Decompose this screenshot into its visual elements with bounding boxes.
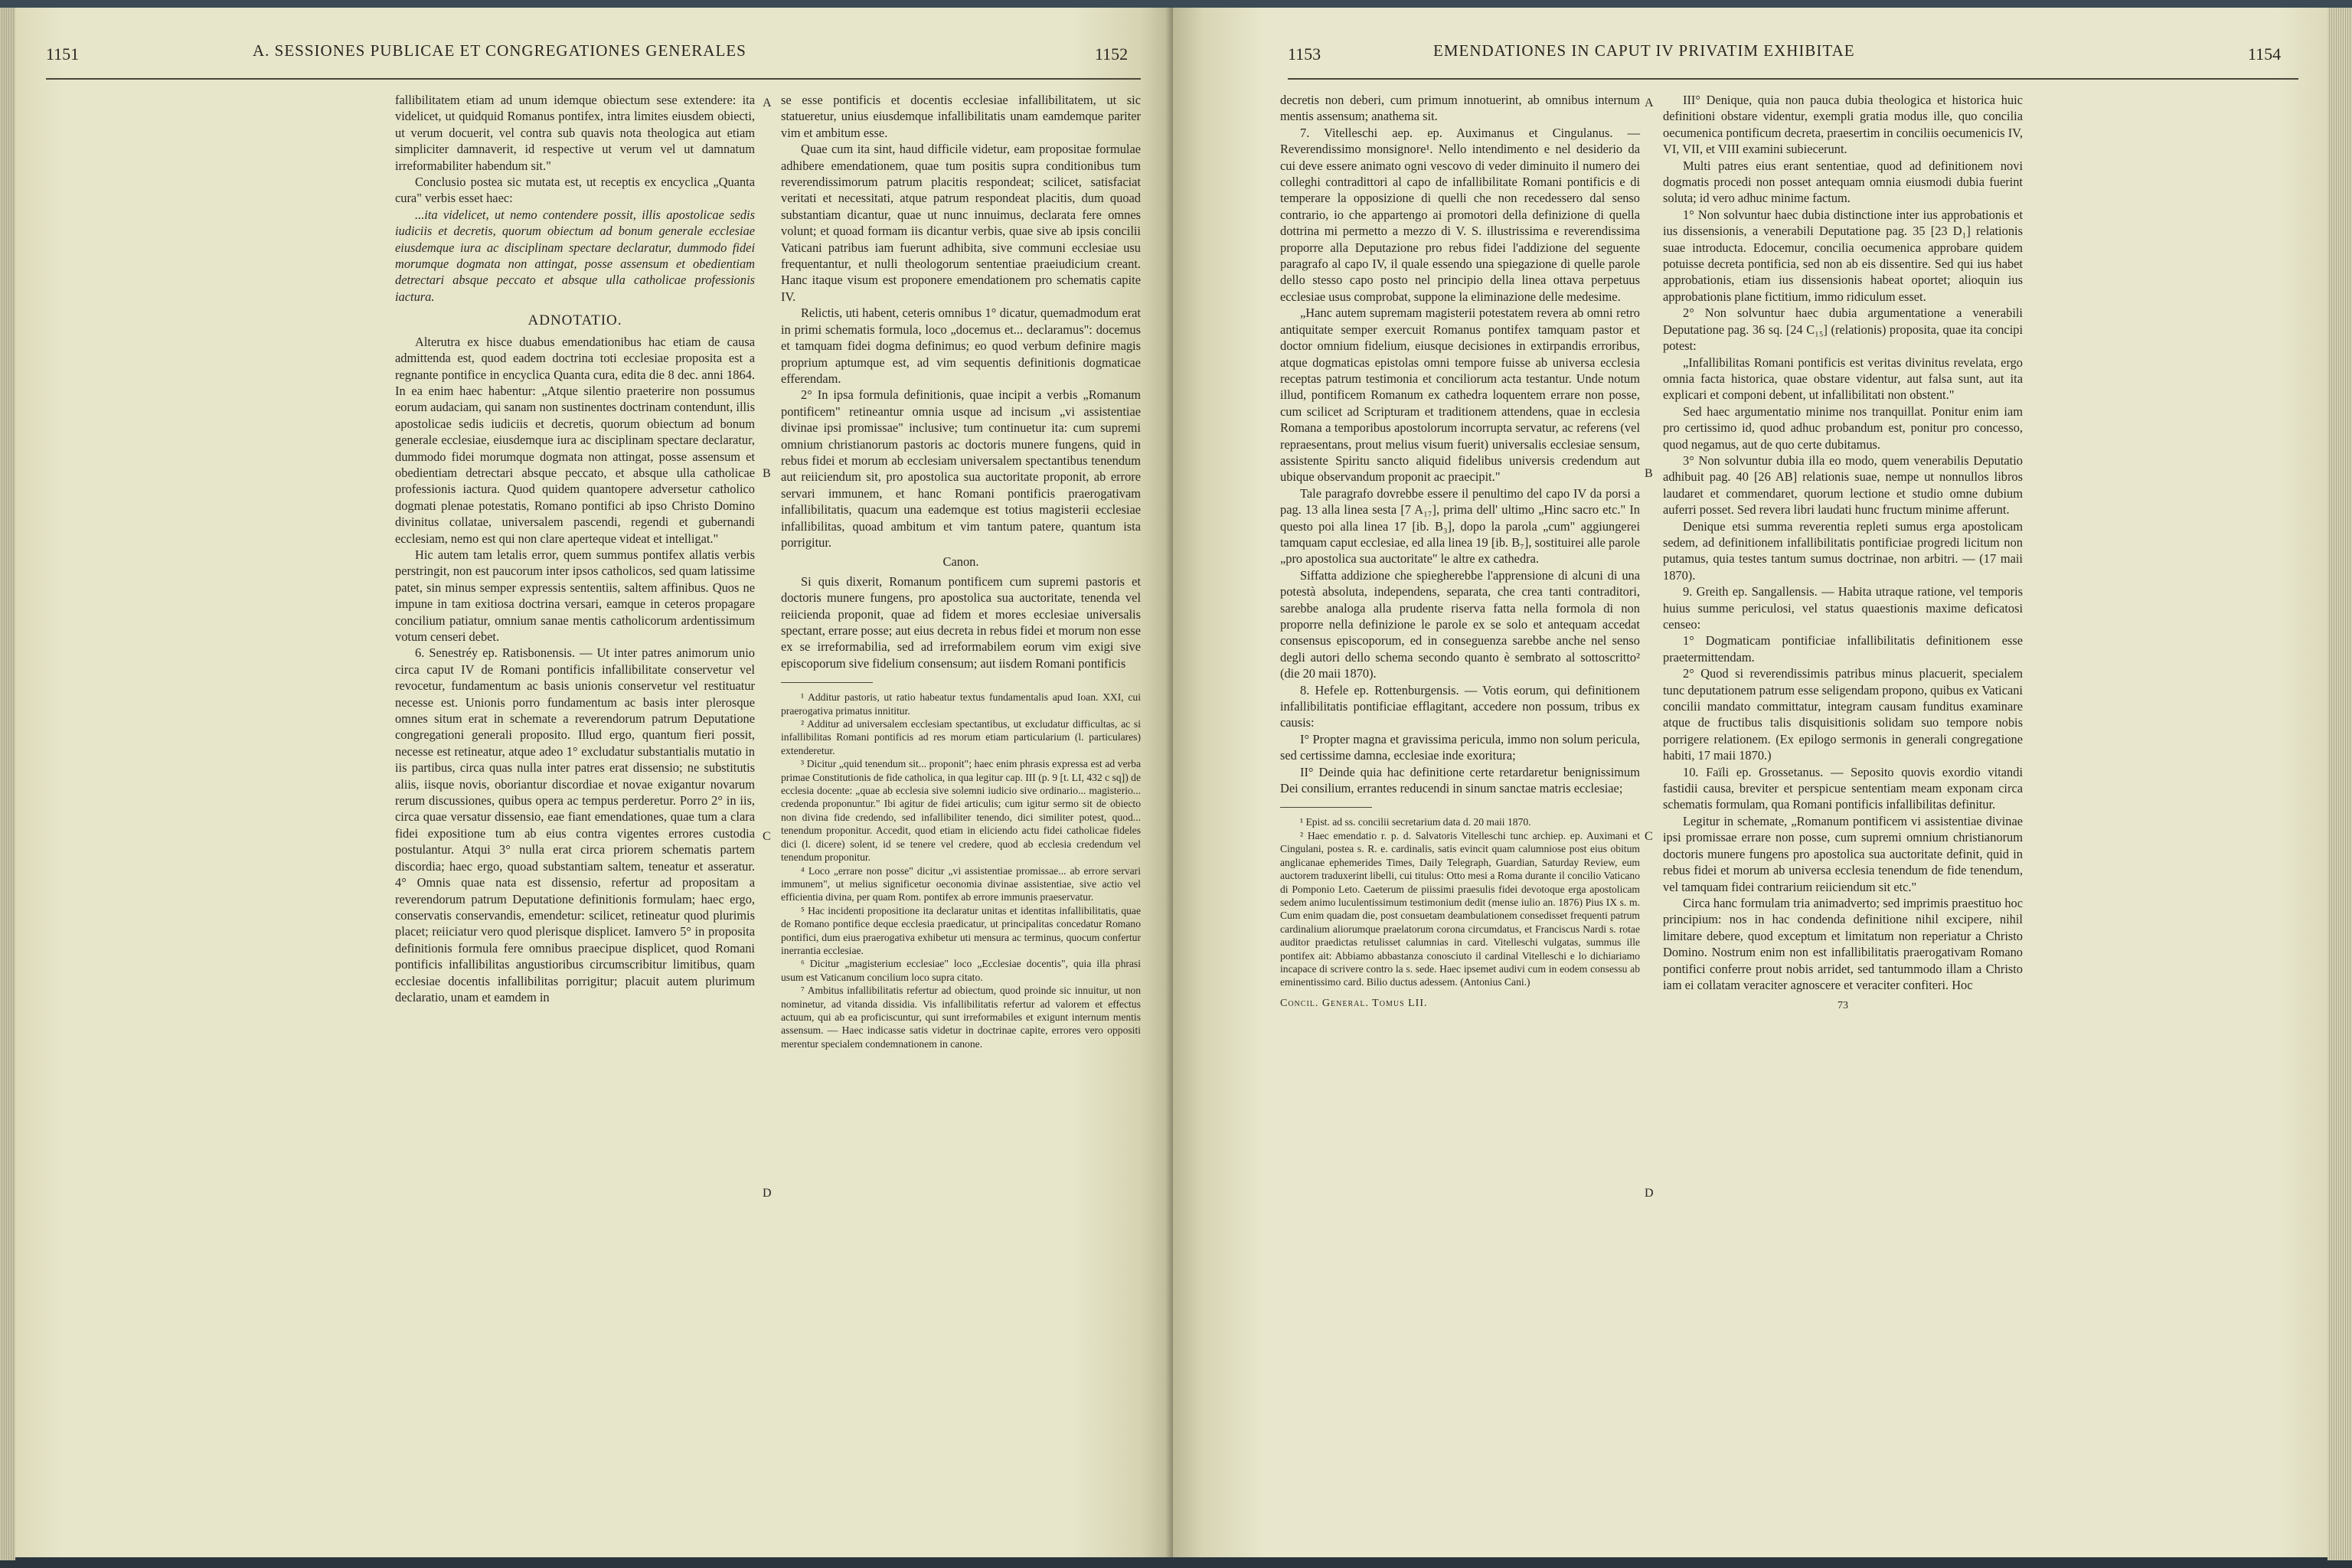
paragraph: se esse pontificis et docentis ecclesiae infallibilitatem, ut sic statueretur, unius eiusdemque infallibilitatis unam eamdemque pariter vim et ambitum esse. [781, 93, 1141, 140]
footnote: ¹ Additur pastoris, ut ratio habeatur textus fundamentalis apud Ioan. XXI, cui praerogativa primatus innititur. [781, 691, 1141, 717]
margin-mark-b: B [1645, 467, 1653, 480]
book-cover-bottom [0, 1557, 2352, 1568]
footnote: ⁶ Dicitur „magisterium ecclesiae" loco „Ecclesiae docentis", quia illa phrasi usum est Vaticanum concilium loco supra citato. [781, 958, 1141, 983]
page-number-1153: 1153 [1288, 44, 1321, 64]
margin-mark-d: D [763, 1187, 772, 1200]
footnote: ³ Dicitur „quid tenendum sit... proponit"; haec enim phrasis expressa est ad verba primae Constitutionis de fide catholica, in qua legitur cap. III (p. 9 [t. LI, 432 c sq]) de ecclesia docente: „quae ab ecclesia sive solemni iudicio sive ordinario... magisterio... credenda proponuntur." Ibi agitur de fidei articulis; cum igitur sermo sit de obiecto non divina fide credendo, sed infallibiliter tenendo, dici similiter potest, quod... tenendum proponitur. Accedit, quod etiam in eliciendo actu fidei catholicae fideles dici (l. dicere) solent, id se tenere vel credere, quod ab ecclesia credendum vel tenendum proponitur. [781, 758, 1141, 864]
footnote: ⁴ Loco „errare non posse" dicitur „vi assistentiae promissae... ab errore servari immunem", ut melius significetur oeconomia divinae assistentiae, sive actio vel efficientia divina, per quam Rom. pontifex ab errore immunis praeservatur. [781, 864, 1141, 903]
canon-heading: Canon. [942, 554, 979, 570]
page-edges-left [0, 8, 15, 1560]
paragraph: fallibilitatem etiam ad unum idemque obiectum sese extendere: ita videlicet, ut quidquid Romanus pontifex, intra limites eiusdem obiecti, ut verum docuerit, vel contra sub quavis nota theologica aut etiam simpliciter damnaverit, id respective ut verum vel ut damnatum irreformabiliter habendum sit." [395, 93, 755, 173]
header-rule [1288, 78, 2298, 80]
running-head-right: EMENDATIONES IN CAPUT IV PRIVATIM EXHIBITAE [1433, 41, 1855, 60]
paragraph: Multi patres eius erant sententiae, quod ad definitionem novi dogmatis procedi non posset antequam omnia eiusmodi dubia fuerint soluta; id vero adhuc minime factum. [1663, 158, 2023, 206]
right-page-column-2 [1663, 92, 2023, 1014]
paragraph: 7. Vitelleschi aep. ep. Auximanus et Cingulanus. — Reverendissimo monsignore¹. Nello intendimento e nel desiderio da cui deve essere animato ogni vescovo di veder diminuito il numero dei colleghi contradittori al capo de infallibilitate Romani pontificis e di temperare la opposizione di quelli che non recedessero dal senso contrario, io che appartengo ai promotori della definizione di quella dottrina mi permetto a mezzo di V. S. illustrissima e reverendissima proporre alla Deputazione pro rebus fidei l'addizione del seguente paragrafo al capo IV, il quale essendo una spiegazione di quelle parole dello stesso capo posto nel principio della linea ottava perpetuus ecclesiae usus comprobat, suppone la eliminazione delle medesime. [1280, 125, 1640, 304]
paragraph: II° Deinde quia hac definitione certe retardaretur benignissimum Dei consilium, errantes reducendi in sinum sanctae matris ecclesiae; [1280, 764, 1640, 796]
paragraph: Tale paragrafo dovrebbe essere il penultimo del capo IV da porsi a pag. 13 alla linea sesta [7 A₁₇], prima dell' ultimo „Hinc sacro etc." In questo poi alla linea 17 [ib. B₃], dopo la parola „cum" aggiungerei tamquam caput ecclesiae, ed alla linea 19 [ib. B₇], sostituirei alle parole „pro apostolica sua auctoritate" le altre ex cathedra. [1280, 485, 1640, 567]
footnote: ¹ Epist. ad ss. concilii secretarium data d. 20 maii 1870. [1300, 816, 1531, 828]
page-number-1152: 1152 [1095, 44, 1129, 64]
left-page-column-2 [781, 92, 1141, 1050]
paragraph: Hic autem tam letalis error, quem summus pontifex allatis verbis perstringit, non est paucorum inter ipsos catholicos, sed quam latissime patet, sin minus semper expressis sententiis, saltem affinibus. Quos ne impune in tam exitiosa doctrina versari, eamque in ceteros propagare concilium patiatur, omnium sanae mentis catholicorum ardentissimum votum censeri debet. [395, 547, 755, 644]
footnote: ² Additur ad universalem ecclesiam spectantibus, ut excludatur difficultas, ac si infallibilitas Romani pontificis ad res morum etiam particularium (l. particulares) extenderetur. [781, 718, 1141, 756]
paragraph: III° Denique, quia non pauca dubia theologica et historica huic definitioni obstare videntur, exempli gratia modus ille, quo concilia oecumenica pontificum decreta, praesertim in conciliis oecumenicis IV, VI, VII, et VIII examini subiecerunt. [1663, 93, 2023, 157]
paragraph: 1° Dogmaticam pontificiae infallibilitatis definitionem esse praetermittendam. [1663, 633, 2023, 665]
paragraph: Relictis, uti habent, ceteris omnibus 1° dicatur, quemadmodum erat in primi schematis formula, loco „docemus et... declaramus": docemus et tamquam fidei dogma definimus; eo quod verbum definire magis proprium aptumque est, ad vim sequentis definitionis dogmaticae efferendam. [781, 305, 1141, 386]
page-number-1154: 1154 [2248, 44, 2282, 64]
paragraph: Circa hanc formulam tria animadverto; sed imprimis praestituo hoc principium: nos in hac condenda definitione nihil excipere, nihil limitare debere, quod exceptum et limitatum non reperiatur a Christo Domino. Nostrum enim non est infallibilitatis praerogativam Romano pontifici conferre prout nobis arridet, sed tantummodo illam a Christo iam ei collatam veraciter agnoscere et veraciter confiteri. Hoc [1663, 895, 2023, 992]
left-page [15, 8, 1173, 1557]
footnote: ⁷ Ambitus infallibilitatis refertur ad obiectum, quod proinde sic innuitur, ut non nominetur, ad vitanda dissidia. Vis infallibilitatis refertur ad valorem et effectus actuum, qui ab ea proficiscuntur, qui sunt irreformabiles et exigunt internum mentis assensum. — Haec indicasse satis videtur in doctrinae capite, errores vero oppositi merentur specialem condemnationem in canone. [781, 985, 1141, 1050]
paragraph: Quae cum ita sint, haud difficile videtur, eam propositae formulae adhibere emendationem, quae tum positis supra conditionibus tum reverendissimorum patrum placitis respondeat; scilicet, satisfaciat veritati et necessitati, atque patrum respondeat placitis, dum quoad substantiam dicantur, quae ut nunc innuimus, declarata fere omnes volunt; et quoad formam iis dicantur verbis, quae sive ab ipsis concilii Vaticani patribus iam fuerunt adhibita, sive communi ecclesiae usu frequentantur, et nulli theologorum sententiae praeiudicium creant. Hanc itaque visum est proponere emendationem pro schematis capite IV. [781, 142, 1141, 304]
right-page [1173, 8, 2328, 1557]
paragraph: Siffatta addizione che spiegherebbe l'apprensione di alcuni di una potestà absoluta, independens, separata, che crea tanti contraditori, sarebbe analoga alla prudente riserva fatta nella formola di non proporre nella definizione le parole ex se solo et antequam accedat consensus episcoporum, ed in conseguenza sarebbe anche nel senso degli autori dello schema secondo quanto è sembrato al sottoscritto² (die 20 maii 1870). [1280, 567, 1640, 681]
paragraph: decretis non deberi, cum primum innotuerint, ab omnibus internum mentis assensum; anathema sit. [1280, 93, 1640, 124]
paragraph: 3° Non solvuntur dubia illa eo modo, quem venerabilis Deputatio adhibuit pag. 40 [26 AB] relationis suae, nempe ut nonnullos libros laudaret et commendaret, quorum lectione et studio omne dubium auferri posset. Sed revera libri laudati hunc fructum minime afferunt. [1663, 452, 2023, 518]
paragraph: 10. Faïli ep. Grossetanus. — Seposito quovis exordio vitandi fastidii causa, breviter et perspicue sententiam meam exponam circa schematis formulam, qua Romani pontificis infallibilitas definitur. [1663, 764, 2023, 812]
signature-line: Concil. General. Tomus LII. [1280, 997, 1428, 1009]
paragraph: Alterutra ex hisce duabus emendationibus hac etiam de causa admittenda est, quod eadem doctrina toti ecclesiae proposita est a regnante pontifice in encyclica Quanta cura, edita die 8 dec. anni 1864. In ea enim haec habentur: „Atque silentio praeterire non possumus eorum audaciam, qui sanam non sustinentes doctrinam contendunt, illis apostolicae sedis iudiciis et decretis, quorum obiectum ad bonum generale ecclesiae, eiusdemque iura ac disciplinam spectare declaratur, dummodo fidei morumque dogmata non attingat, posse assensum et obedientiam detrectari absque peccato, et absque ulla catholicae professionis iactura. Quod quidem quantopere adversetur catholico dogmati plenae potestatis, Romano pontifici ab ipso Christo Domino divinitus collatae, universalem pascendi, regendi et gubernandi ecclesiam, nemo est qui non clare aperteque videat et intelligat." [395, 334, 755, 546]
margin-mark-c: C [763, 830, 771, 843]
paragraph: 2° In ipsa formula definitionis, quae incipit a verbis „Romanum pontificem" retineantur omnia usque ad incisum „vi assistentiae divinae ipsi promissae" inclusive; tum continuetur ita: cum supremi omnium christianorum pastoris ac doctoris munere fungens, quid in rebus fidei et morum ab ecclesiam universalem spectantibus tenendum aut reiiciendum sit, pro apostolica sua auctoritate proponit, ab errore servari immunem, et hanc Romani pontificis praerogativam infallibilitatis, quacum una eademque est totius magisterii ecclesiae infallibilitas, quoad ambitum et vim tantum patere, quantum ista porrigitur. [781, 387, 1141, 550]
paragraph: 2° Quod si reverendissimis patribus minus placuerit, specialem tunc deputationem patrum esse seligendam propono, quibus ex Vaticani concilii mandato committatur, integram causam funditus examinare atque de fructibus talis disquisitionis solidam suo tempore nobis porrigere relationem. (Ex epilogo sermonis in generali congregatione habiti, 17 maii 1870.) [1663, 666, 2023, 763]
footnote-rule [1280, 807, 1372, 808]
margin-mark-a: A [763, 96, 772, 109]
margin-mark-c: C [1645, 830, 1653, 843]
paragraph: Legitur in schemate, „Romanum pontificem vi assistentiae divinae ipsi promissae errare non posse, cum supremi omnium christianorum doctoris munere fungens pro apostolica sua auctoritate definit, quid in rebus fidei et morum ab universa ecclesia tenendum de fide tenendum, vel tamquam fidei contrarium reiiciendum sit etc." [1663, 813, 2023, 894]
page-number-1151: 1151 [46, 44, 80, 64]
margin-mark-b: B [763, 467, 771, 480]
page-edges-right [2328, 8, 2352, 1560]
paragraph: 9. Greith ep. Sangallensis. — Habita utraque ratione, vel temporis huius summe periculosi, vel status quaestionis maxime deficatosi censeo: [1663, 584, 2023, 632]
paragraph: „Hanc autem supremam magisterii potestatem revera ab omni retro antiquitate semper exercuit Romanus pontifex tamquam pastor et doctor omnium fidelium, eiusque decisiones in extirpandis erroribus, atque dogmaticas epistolas omni tempore fuisse ab universa ecclesia receptas patrum testimonia et conciliorum acta testantur. Unde notum illud, pontificem Romanum ex cathedra loquentem errare non posse, cum scilicet ad Scripturam et traditionem attendens, quae in ecclesia Romana a temporibus apostolorum incorrupta servatur, ac referens (vel repraesentans, prout melius visum fuerit) universalis ecclesiae sensum, assistente Spiritu sancto aliquid fidelibus universis credendum aut ubique observandum proponit ac praecipit." [1280, 305, 1640, 485]
margin-mark-d: D [1645, 1187, 1654, 1200]
margin-mark-a: A [1645, 96, 1654, 109]
paragraph: 6. Senestréy ep. Ratisbonensis. — Ut inter patres animorum unio circa caput IV de Romani pontificis infallibilitate conservetur vel revocetur, fundamentum ac basis unionis conservetur vel restituatur necesse est. Unionis porro fundamentum ac basis inter plerosque omnes situm erat in schemate a reverendorum patrum Deputatione congregationi generali proposito. Illud ergo, quantum fieri possit, necesse est retineatur, atque adeo 1° excludatur substantialis mutatio in iis partibus, circa quas nulla inter patres erat dissensio; ne substitutis aliis, iisque novis, oboriantur discordiae et novae exigantur novarum rerum discussiones, quibus opera ac tempus perderetur. Porro 2° in iis, circa quae versatur dissensio, eae fiant emendationes, quae tum a clara fidei expositione tum ab eius contra vigentes errores custodia postulantur. Atqui 3° nulla erat circa priorem schematis partem discordia; haec ergo, quoad substantiam saltem, teneatur et asseratur. 4° Omnis quae nata est dissensio, refertur ad propositam a reverendorum patrum Deputatione definitionis formulam; haec ergo, conservatis conservandis, emendetur: scilicet, retineatur quod plurimis placet; reiiciatur vero quod plerisque displicet. Iamvero 5° in proposita definitionis formula fere omnibus praecipue displicet, quod Romani pontificis infallibilitas angustioribus circumscribitur limitibus, quam ecclesiae docentis infallibilitas porrigitur; placuit autem plurimum declaratio, unam et eamdem in [395, 645, 755, 1004]
paragraph: Sed haec argumentatio minime nos tranquillat. Ponitur enim iam pro certissimo id, quod adhuc probandum est, ponitur pro concesso, quod negamus, aut de quo certe dubitamus. [1663, 403, 2023, 452]
signature-number: 73 [1838, 1000, 1848, 1012]
running-head-left: A. SESSIONES PUBLICAE ET CONGREGATIONES GENERALES [253, 41, 746, 60]
right-page-column-1 [1280, 92, 1640, 1011]
footnote: ² Haec emendatio r. p. d. Salvatoris Vitelleschi tunc archiep. ep. Auximani et Cingulani, postea s. R. e. cardinalis, satis evincit quam calumniose post eius obitum anglicanae ephemerides Times, Daily Telegraph, Guardian, Saturday Review, eum auctorem traduxerint libelli, cui titulus: Otto mesi a Roma durante il concilio Vaticano di Pomponio Leto. Caeterum de piissimi praesulis fidei devotoque erga apostolicam sedem animo luculentissimum testimonium dedit (mense iulio an. 1876) Pius IX s. m. Cum enim quadam die, post consuetam deambulationem consedisset frequenti patrum cardinalium aliorumque praelatorum corona circumdatus, et Franciscus Nardi s. rotae auditor praedictas retulisset calumnias in card. Vitelleschi vulgatas, summus ille pontifex ait: Abbiamo abbastanza conosciuto il cardinal Vitelleschi e lo dichiariamo incapace di scrivere contro la s. sede. Haec ipsemet audivi cum in eodem consessu ab eminentissimo card. Bilio ductus adessem. (Antonius Cani.) [1280, 829, 1640, 988]
paragraph: 1° Non solvuntur haec dubia distinctione inter ius approbationis et ius dissensionis, a venerabili Deputatione pag. 35 [23 D₁] relationis suae introducta. Edocemur, concilia oecumenica approbare quidem potuisse decreta pontificia, sed non ab eis dissentire. Sed qui ius habet approbationis, etiam ius dissensionis habeat oportet; alioquin ius approbationis plane fictitium, immo ridiculum esset. [1663, 207, 2023, 304]
footnote: ⁵ Hac incidenti propositione ita declaratur unitas et identitas infallibilitatis, quae de Romano pontifice deque ecclesia praedicatur, ut principalitas concedatur Romano pontifici, dum eius praerogativa exhibetur uti mensura ac terminus, quocum confertur inerrantia ecclesiae. [781, 904, 1141, 956]
section-heading: ADNOTATIO. [528, 312, 622, 329]
paragraph: 8. Hefele ep. Rottenburgensis. — Votis eorum, qui definitionem infallibilitatis pontificiae efflagitant, accedere non possum, tribus ex causis: [1280, 682, 1640, 730]
paragraph: 2° Non solvuntur haec dubia argumentatione a venerabili Deputatione pag. 36 sq. [24 C₁₅] (relationis) proposita, quae ita concipi potest: [1663, 305, 2023, 354]
paragraph: Conclusio postea sic mutata est, ut receptis ex encyclica „Quanta cura" verbis esset haec: [395, 175, 755, 206]
paragraph: Denique etsi summa reverentia repleti sumus erga apostolicam sedem, ad definitionem infallibilitatis pontificiae progredi licitum non putamus, quia testes tantum sumus doctrinae, non arbitri. — (17 maii 1870). [1663, 518, 2023, 583]
paragraph: Si quis dixerit, Romanum pontificem cum supremi pastoris et doctoris munere fungens, pro apostolica sua auctoritate, tenenda vel reiicienda proponit, quae ad fidem et mores ecclesiae universalis spectant, errare posse; aut eius decreta in rebus fidei et morum non esse ex se irreformabilia, sed ad irreformabilem eorum vim exigi sive episcoporum sive fidelium consensum; aut iisdem Romani pontificis [781, 573, 1141, 671]
header-rule [46, 78, 1141, 80]
paragraph: I° Propter magna et gravissima pericula, immo non solum pericula, sed certissime damna, ecclesiae inde exoritura; [1280, 731, 1640, 763]
quoted-paragraph: ...ita videlicet, ut nemo contendere possit, illis apostolicae sedis iudiciis et decretis, quorum obiectum ad bonum generale ecclesiae eiusdemque iura ac disciplinam spectare declaratur, dummodo fidei morumque dogmata non attingat, posse assensum et obedientiam detrectari absque peccato et absque ulla catholicae professionis iactura. [395, 207, 755, 304]
paragraph: „Infallibilitas Romani pontificis est veritas divinitus revelata, ergo omnia facta historica, quae obstare videntur, aut falsa sunt, aut ita explicari et componi debent, ut infallibilitati non obstent." [1663, 354, 2023, 403]
footnote-rule [781, 682, 873, 683]
left-page-column-1 [395, 92, 755, 1005]
